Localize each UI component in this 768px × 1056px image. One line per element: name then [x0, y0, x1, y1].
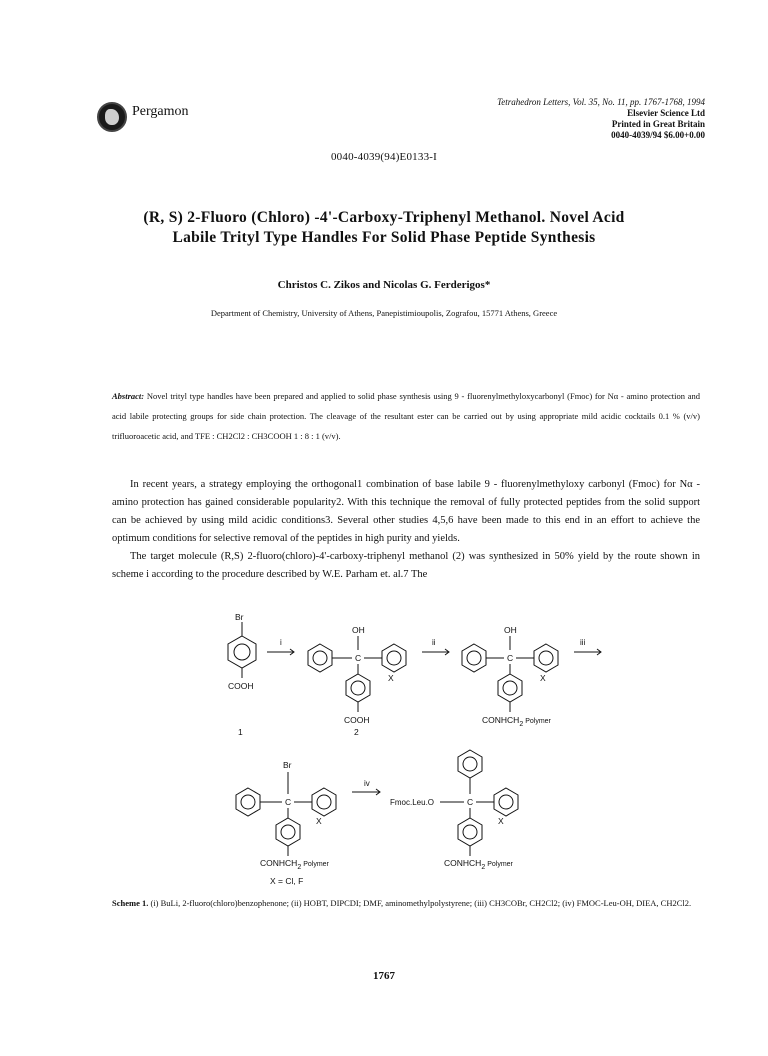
- label-br-1: Br: [235, 612, 244, 622]
- paragraph-2: The target molecule (R,S) 2-fluoro(chloro)-4'-carboxy-triphenyl methanol (2) was synthesized in 50% yield by the route shown in scheme i according to the procedure described by W.E. Parham et. al.7 The: [112, 551, 700, 580]
- journal-info: [497, 97, 705, 141]
- label-oh-3: OH: [504, 625, 517, 635]
- caption-text: (i) BuLi, 2-fluoro(chloro)benzophenone; (ii) HOBT, DIPCDI; DMF, aminomethylpolystyrene; (iii) CH3COBr, CH2Cl2; (iv) FMOC-Leu-OH, DIEA, CH2Cl2.: [148, 898, 692, 908]
- label-c-5: C: [467, 797, 474, 807]
- label-c-2: C: [355, 653, 362, 663]
- journal-citation: Tetrahedron Letters, Vol. 35, No. 11, pp. 1767-1768, 1994: [497, 97, 705, 107]
- compound-5: [440, 750, 518, 856]
- affiliation: Department of Chemistry, University of Athens, Panepistimioupolis, Zografou, 15771 Athens, Greece: [210, 308, 558, 318]
- step-iv: iv: [364, 779, 370, 788]
- label-x-2: X: [388, 673, 394, 683]
- page-number: 1767: [373, 970, 395, 982]
- pergamon-logo: [97, 102, 127, 132]
- step-i: i: [280, 638, 282, 647]
- title-line-2: Labile Trityl Type Handles For Solid Phase Peptide Synthesis: [172, 229, 596, 246]
- abstract-label: Abstract:: [112, 391, 145, 401]
- label-c-3: C: [507, 653, 514, 663]
- label-cooh-2: COOH: [344, 715, 370, 725]
- x-definition: X = Cl, F: [270, 876, 304, 886]
- label-cooh-1: COOH: [228, 681, 254, 691]
- label-br-4: Br: [283, 760, 292, 770]
- publisher-name: Pergamon: [132, 104, 189, 119]
- paragraph-1: In recent years, a strategy employing the orthogonal1 combination of base labile 9 - fluorenylmethyloxy carbonyl (Fmoc) for Nα - amino protection has gained considerable popularity2. With this technique the removal of fully protected peptides from the solid support can be achieved by using mild acidic conditions3. Several other studies 4,5,6 have been made to this end in an effort to achieve the optimum conditions for selective removal of the peptides in high purity and yields.: [112, 479, 700, 544]
- abstract-text: Novel trityl type handles have been prepared and applied to solid phase synthesis using 9 - fluorenylmethyloxycarbonyl (Fmoc) for Nα - amino protection and acid labile protecting groups for side chain protection. The cleavage of the resultant ester can be carried out by using appropriate mild acidic cocktails 0.1 % (v/v) trifluoroacetic acid, and TFE : CH2Cl2 : CH3COOH 1 : 8 : 1 (v/v).: [112, 391, 700, 441]
- label-oh-2: OH: [352, 625, 365, 635]
- article-code: 0040-4039(94)E0133-I: [330, 151, 438, 163]
- paper-title: [60, 208, 708, 248]
- issn-line: 0040-4039/94 $6.00+0.00: [611, 130, 705, 140]
- label-x-4: X: [316, 816, 322, 826]
- scheme-caption: [112, 893, 700, 913]
- authors: Christos C. Zikos and Nicolas G. Ferderigos*: [277, 279, 491, 291]
- label-conh-4: $CONHCH_2$ $^{Polymer}$: [260, 858, 329, 871]
- label-conh-3: $CONHCH_2$ $^{Polymer}$: [482, 715, 551, 728]
- compound-1: [228, 622, 256, 678]
- abstract: [112, 386, 700, 446]
- printed-line: Printed in Great Britain: [611, 119, 705, 129]
- label-fmoc: Fmoc.Leu.O: [390, 798, 435, 807]
- step-iii: iii: [580, 638, 586, 647]
- compound-number-2: 2: [354, 727, 359, 737]
- caption-label: Scheme 1.: [112, 898, 149, 908]
- compound-4: [236, 772, 336, 856]
- label-c-4: C: [285, 797, 292, 807]
- title-line-1: (R, S) 2-Fluoro (Chloro) -4'-Carboxy-Triphenyl Methanol. Novel Acid: [143, 209, 625, 226]
- compound-number-1: 1: [238, 727, 243, 737]
- label-x-3: X: [540, 673, 546, 683]
- step-ii: ii: [432, 638, 436, 647]
- label-x-5: X: [498, 816, 504, 826]
- reaction-scheme: [212, 608, 612, 888]
- publisher-line: Elsevier Science Ltd: [627, 108, 705, 118]
- body-text: [112, 476, 700, 584]
- label-conh-5: $CONHCH_2$ $^{Polymer}$: [444, 858, 513, 871]
